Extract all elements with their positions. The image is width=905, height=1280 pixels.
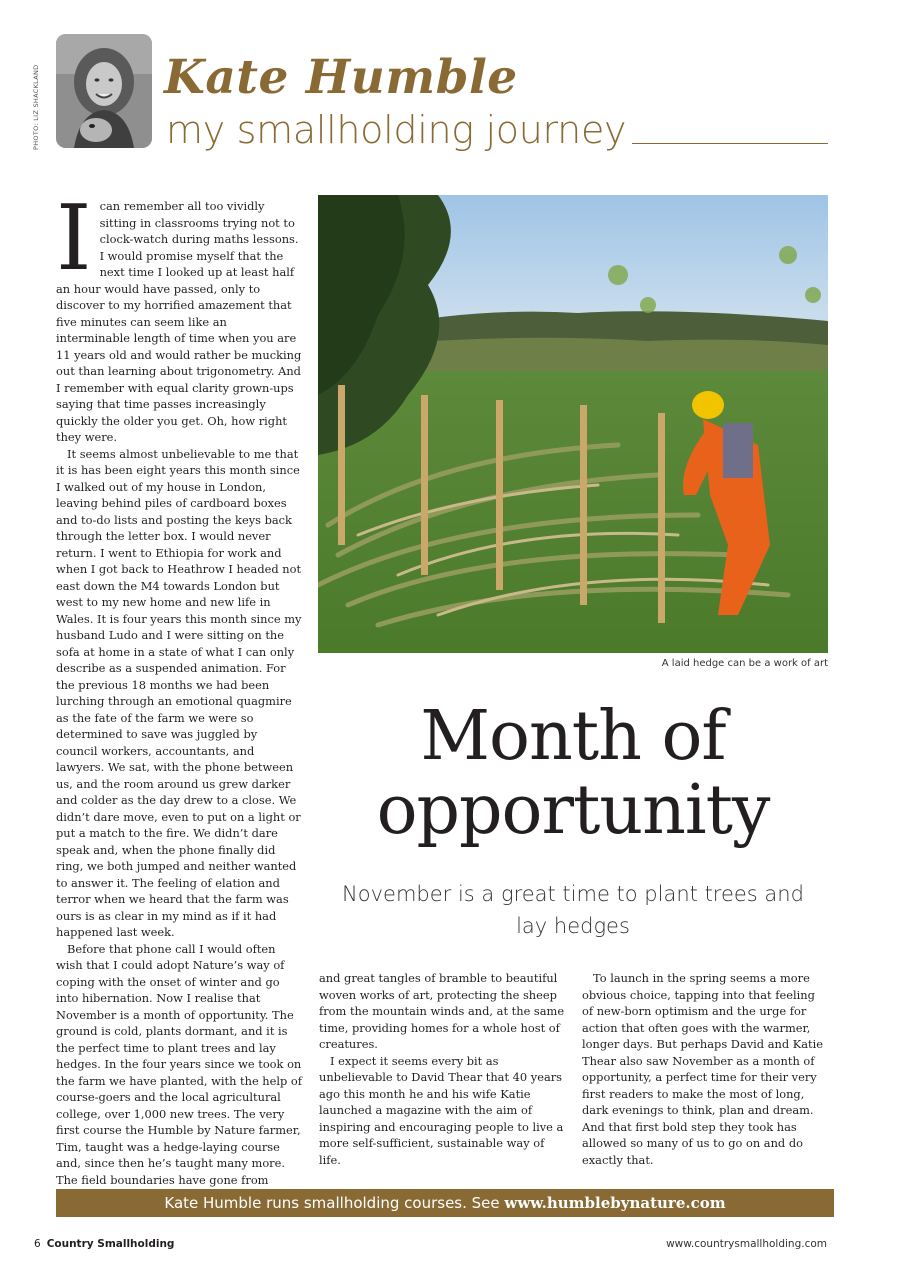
paragraph-6: To launch in the spring seems a more obvious choice, tapping into that feeling of new-born optimism and the urge for action that often goes with the warmer, longer days. But perhaps David and Katie Thear also saw November as a month of opportunity, a perfect time for their very first readers to make the most of long, dark evenings to think, plan and dream. And that first bold step they took has allowed so many of us to go on and do exactly that.: [582, 971, 824, 1167]
banner-text: Kate Humble runs smallholding courses. See: [164, 1194, 505, 1212]
article-column-1: [56, 186, 303, 1205]
banner-url[interactable]: www.humblebynature.com: [504, 1194, 726, 1212]
article-column-2: [319, 970, 567, 1168]
author-portrait: [56, 34, 152, 148]
page-number: 6: [34, 1238, 41, 1250]
folio: [34, 1238, 174, 1250]
portrait-image: [56, 34, 152, 148]
courses-banner: [56, 1189, 834, 1217]
magazine-website[interactable]: www.countrysmallholding.com: [666, 1238, 827, 1250]
paragraph-5: I expect it seems every bit as unbelievable to David Thear that 40 years ago this month he and his wife Katie launched a magazine with the aim of inspiring and encouraging people to live a more self-sufficient, sustainable way of life.: [319, 1053, 564, 1167]
photo-credit: PHOTO: LIZ SHACKLAND: [32, 64, 40, 150]
hedge-laying-image: [318, 195, 828, 653]
header-rule: [632, 143, 828, 144]
author-name: Kate Humble: [164, 50, 518, 105]
hedge-laying-photo: [318, 195, 828, 653]
article-column-3: [582, 970, 828, 1168]
standfirst: November is a great time to plant trees and lay hedges: [342, 882, 804, 938]
paragraph-3: Before that phone call I would often wish that I could adopt Nature’s way of coping with the onset of winter and go into hibernation. Now I realise that November is a month of opportunity. The ground is cold, plants dormant, and it is the perfect time to plant trees and lay hedges. In the four years since we took on the farm we have planted, with the help of course-goers and the local agricultural college, over 1,000 new trees. The very first course the Humble by Nature farmer, Tim, taught was a hedge-laying course and, since then he’s taught many more. The field boundaries have gone from: [56, 941, 303, 1187]
paragraph-2: It seems almost unbelievable to me that it is has been eight years this month since I walked out of my house in London, leaving behind piles of cardboard boxes and to-do lists and posting the keys back through the letter box. I would never return. I went to Ethiopia for work and when I got back to Heathrow I headed not east down the M4 towards London but west to my new home and new life in Wales. It is four years this month since my husband Ludo and I were sitting on the sofa at home in a state of what I can only describe as a suspended animation. For the previous 18 months we had been lurching through an emotional quagmire as the fate of the farm we were so determined to save was juggled by council workers, accountants, and lawyers. We sat, with the phone between us, and the room around us grew darker and colder as the day drew to a close. We didn’t dare move, even to put on a light or put a match to the fire. We didn’t dare speak and, when the phone finally did ring, we both jumped and neither wanted to answer it. The feeling of elation and terror when we heard that the farm was ours is as clear in my mind as if it had happened last week.: [56, 446, 302, 939]
paragraph-1-text: can remember all too vividly sitting in classrooms trying not to clock-watch during maths lessons. I would promise myself that the next time I looked up at least half an hour would have passed, only to discover to my horrified amazement that five minutes can seem like an interminable length of time when you are 11 years old and would rather be mucking out than learning about trigonometry. And I remember with equal clarity grown-ups saying that time passes increasingly quickly the older you get. Oh, how right they were.: [56, 199, 302, 444]
magazine-name: Country Smallholding: [46, 1238, 175, 1250]
photo-caption: A laid hedge can be a work of art: [661, 658, 828, 669]
drop-cap: I: [56, 186, 92, 291]
headline-line-1: Month of: [420, 697, 726, 776]
series-title: my smallholding journey: [166, 108, 627, 152]
headline-line-2: opportunity: [376, 771, 770, 850]
headline: [318, 697, 828, 850]
paragraph-1: [56, 186, 302, 446]
paragraph-4: and great tangles of bramble to beautiful woven works of art, protecting the sheep from the mountain winds and, at the same time, providing homes for a whole host of creatures.: [319, 971, 565, 1051]
